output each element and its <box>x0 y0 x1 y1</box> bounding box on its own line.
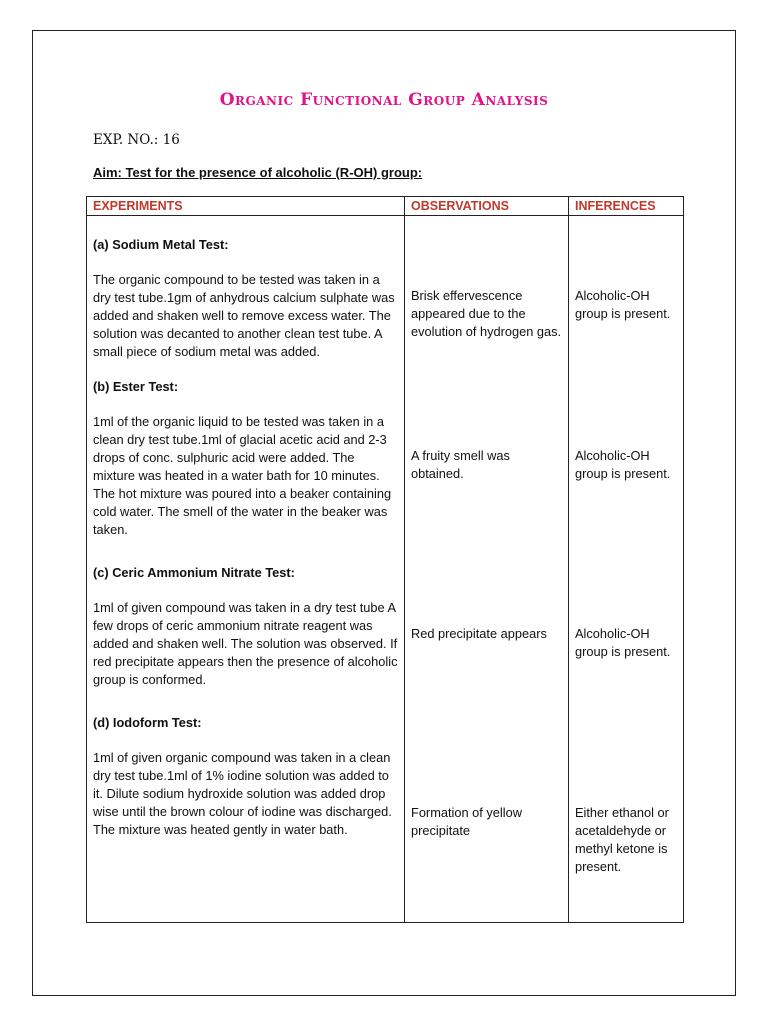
table-header-row <box>87 197 684 216</box>
test-heading-iodoform: (d) Iodoform Test: <box>93 715 202 730</box>
document-title: Organic Functional Group Analysis <box>219 90 549 110</box>
results-table <box>86 196 684 923</box>
procedure-iodoform: 1ml of given organic compound was taken in a clean dry test tube.1ml of 1% iodine solution was added to it. Dilute sodium hydroxide solution was added drop wise until the brown colour of iodine was discharged. The mixture was heated gently in water bath. <box>93 750 392 837</box>
experiment-number: EXP. NO.: 16 <box>93 132 180 148</box>
observations-cell <box>405 216 569 923</box>
header-experiments: EXPERIMENTS <box>87 197 405 216</box>
aim-statement: Aim: Test for the presence of alcoholic (R-OH) group: <box>93 165 423 180</box>
observation-sodium: Brisk effervescence appeared due to the evolution of hydrogen gas. <box>411 288 562 339</box>
inference-ester: Alcoholic-OH group is present. <box>575 448 671 481</box>
procedure-ester: 1ml of the organic liquid to be tested was taken in a clean dry test tube.1ml of glacial acetic acid and 2-3 drops of conc. sulphuric acid were added. The mixture was heated in a water bath for 10 minutes. The hot mixture was poured into a beaker containing cold water. The smell of the water in the beaker was taken. <box>93 414 392 537</box>
inferences-cell <box>569 216 684 923</box>
test-heading-sodium: (a) Sodium Metal Test: <box>93 237 229 252</box>
header-observations: OBSERVATIONS <box>405 197 569 216</box>
header-inferences: INFERENCES <box>569 197 684 216</box>
experiments-cell <box>87 216 405 923</box>
test-heading-ester: (b) Ester Test: <box>93 379 179 394</box>
observation-ceric: Red precipitate appears <box>411 626 547 641</box>
test-heading-ceric: (c) Ceric Ammonium Nitrate Test: <box>93 565 295 580</box>
inference-iodoform: Either ethanol or acetaldehyde or methyl ketone is present. <box>575 805 669 874</box>
procedure-sodium: The organic compound to be tested was taken in a dry test tube.1gm of anhydrous calcium sulphate was added and shaken well to remove excess water. The solution was decanted to another clean test tube. A small piece of sodium metal was added. <box>93 272 395 359</box>
inference-sodium: Alcoholic-OH group is present. <box>575 288 671 321</box>
table-row <box>87 216 684 923</box>
inference-ceric: Alcoholic-OH group is present. <box>575 626 671 659</box>
procedure-ceric: 1ml of given compound was taken in a dry test tube A few drops of ceric ammonium nitrate reagent was added and shaken well. The solution was observed. If red precipitate appears then the presence of alcoholic group is conformed. <box>93 600 398 687</box>
observation-iodoform: Formation of yellow precipitate <box>411 805 522 838</box>
observation-ester: A fruity smell was obtained. <box>411 448 510 481</box>
